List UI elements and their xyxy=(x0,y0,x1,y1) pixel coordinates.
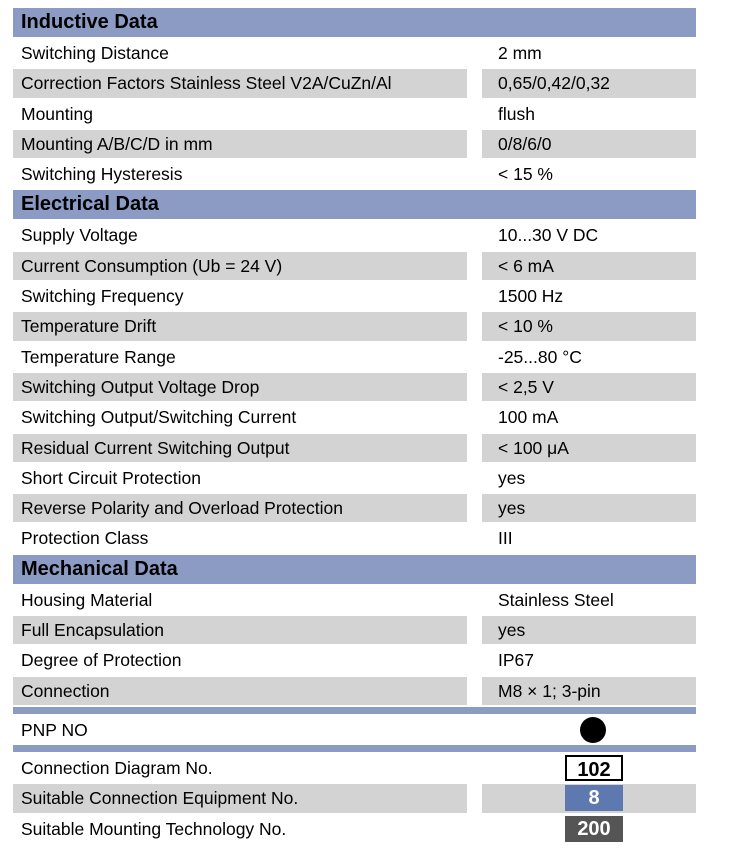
spec-row xyxy=(13,221,696,249)
spec-row xyxy=(13,464,696,492)
spec-row xyxy=(13,100,696,128)
spec-row xyxy=(13,160,696,188)
divider-bar xyxy=(13,707,696,714)
spec-label: Switching Hysteresis xyxy=(21,164,183,185)
spec-value: 2 mm xyxy=(498,43,542,63)
spec-value: M8 × 1; 3-pin xyxy=(482,677,696,705)
spec-row xyxy=(13,130,696,158)
section-header-mechanical: Mechanical Data xyxy=(13,555,696,584)
spec-value: yes xyxy=(482,494,696,522)
spec-row xyxy=(13,69,696,97)
spec-label: Temperature Range xyxy=(21,346,176,367)
spec-label: Reverse Polarity and Overload Protection xyxy=(13,494,467,522)
spec-row xyxy=(13,524,696,552)
spec-label: Full Encapsulation xyxy=(13,616,467,644)
spec-value: 1500 Hz xyxy=(498,286,564,307)
spec-value: < 2,5 V xyxy=(482,373,696,401)
code-row-connection-diagram xyxy=(13,754,696,782)
spec-value: 100 mA xyxy=(498,407,559,428)
spec-value: < 6 mA xyxy=(482,252,696,280)
spec-label: Connection xyxy=(13,677,467,705)
spec-value: flush xyxy=(498,103,535,124)
spec-value: 0,65/0,42/0,32 xyxy=(482,69,696,97)
spec-value: yes xyxy=(498,467,526,488)
spec-row xyxy=(13,343,696,371)
spec-value: III xyxy=(498,528,513,549)
output-type-row xyxy=(13,715,696,745)
spec-label: Housing Material xyxy=(21,589,153,610)
spec-row xyxy=(13,616,696,644)
spec-value: yes xyxy=(482,616,696,644)
spec-value: Stainless Steel xyxy=(498,589,614,610)
spec-label: Switching Output/Switching Current xyxy=(21,407,297,428)
spec-label: Mounting xyxy=(21,103,93,124)
spec-row xyxy=(13,677,696,705)
code-label: Suitable Mounting Technology No. xyxy=(21,818,287,839)
datasheet-table xyxy=(13,8,696,845)
spec-row xyxy=(13,39,696,67)
spec-value: 0/8/6/0 xyxy=(482,130,696,158)
connection-diagram-code: 102 xyxy=(565,755,623,781)
connection-equipment-code: 8 xyxy=(565,785,623,811)
code-label: Suitable Connection Equipment No. xyxy=(13,784,467,812)
spec-row xyxy=(13,282,696,310)
spec-label: Supply Voltage xyxy=(21,225,138,246)
spec-label: Switching Frequency xyxy=(21,286,184,307)
spec-label: Temperature Drift xyxy=(13,312,467,340)
spec-label: Switching Distance xyxy=(21,43,169,63)
spec-value: 10...30 V DC xyxy=(498,225,599,246)
spec-value: < 10 % xyxy=(482,312,696,340)
spec-label: Current Consumption (Ub = 24 V) xyxy=(13,252,467,280)
spec-row xyxy=(13,403,696,431)
spec-row xyxy=(13,373,696,401)
code-label: Connection Diagram No. xyxy=(21,757,213,778)
spec-row xyxy=(13,586,696,614)
spec-row xyxy=(13,646,696,674)
code-row-connection-equipment xyxy=(13,784,696,812)
section-header-inductive: Inductive Data xyxy=(13,8,696,37)
spec-label: Protection Class xyxy=(21,528,149,549)
spec-label: Switching Output Voltage Drop xyxy=(13,373,467,401)
filled-circle-icon xyxy=(580,717,606,743)
spec-value: < 100 μA xyxy=(482,434,696,462)
spec-value: < 15 % xyxy=(498,164,553,185)
spec-label: Mounting A/B/C/D in mm xyxy=(13,130,467,158)
spec-label: Residual Current Switching Output xyxy=(13,434,467,462)
spec-value: -25...80 °C xyxy=(498,346,582,367)
spec-label: Degree of Protection xyxy=(21,650,182,671)
code-row-mounting-technology xyxy=(13,815,696,843)
spec-label: Short Circuit Protection xyxy=(21,467,201,488)
divider-bar xyxy=(13,745,696,752)
mounting-technology-code: 200 xyxy=(565,816,623,842)
spec-value: IP67 xyxy=(498,650,534,671)
spec-row xyxy=(13,252,696,280)
spec-row xyxy=(13,312,696,340)
spec-row xyxy=(13,494,696,522)
section-header-electrical: Electrical Data xyxy=(13,190,696,219)
spec-row xyxy=(13,434,696,462)
output-type-label: PNP NO xyxy=(21,719,88,740)
spec-label: Correction Factors Stainless Steel V2A/CuZn/Al xyxy=(13,69,467,97)
